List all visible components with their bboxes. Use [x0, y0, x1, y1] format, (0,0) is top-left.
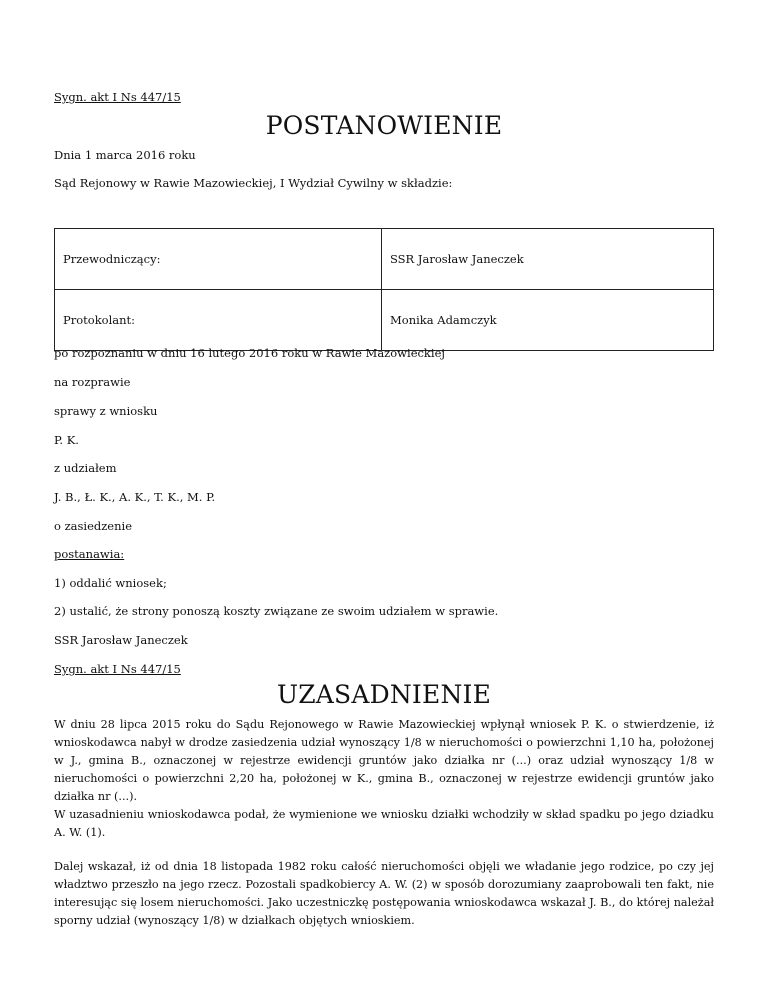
participants: J. B., Ł. K., A. K., T. K., M. P. [54, 490, 216, 504]
role-cell: Protokolant: [55, 290, 382, 351]
hearing-type: na rozprawie [54, 375, 131, 389]
subject: o zasiedzenie [54, 519, 132, 533]
case-number: Sygn. akt I Ns 447/15 [54, 90, 181, 104]
case-number-2: Sygn. akt I Ns 447/15 [54, 662, 181, 676]
table-row [55, 290, 714, 351]
applicant: P. K. [54, 433, 79, 447]
justification-paragraph-2: W uzasadnieniu wnioskodawca podał, że wymienione we wniosku działki wchodziły w skład spadku po jego dziadku A. W. (1). [54, 808, 714, 839]
document-title: POSTANOWIENIE [265, 111, 503, 140]
ruling-item: 1) oddalić wniosek; [54, 576, 167, 590]
name-cell: SSR Jarosław Janeczek [382, 229, 714, 290]
name-cell: Monika Adamczyk [382, 290, 714, 351]
justification-paragraph-3: Dalej wskazał, iż od dnia 18 listopada 1982 roku całość nieruchomości objęli we władanie jego rodzice, po czy jej władztwo przeszło na jego rzecz. Pozostali spadkobiercy A. W. (2) w sposób dorozumiany zaaprobowali ten fakt, nie interesując się losem nieruchomości. Jako uczestniczkę postępowania wnioskodawca wskazał J. B., do której należał sporny udział (wynoszący 1/8) w działkach objętych wnioskiem. [54, 860, 714, 927]
hearing-line: po rozpoznaniu w dniu 16 lutego 2016 roku w Rawie Mazowieckiej [54, 346, 445, 360]
ruling-label: postanawia: [54, 547, 125, 561]
composition-table [54, 228, 714, 351]
judge-signature: SSR Jarosław Janeczek [54, 633, 188, 647]
table-row [55, 229, 714, 290]
date-line: Dnia 1 marca 2016 roku [54, 148, 196, 162]
role-cell: Przewodniczący: [55, 229, 382, 290]
justification-title: UZASADNIENIE [276, 680, 492, 709]
case-type: sprawy z wniosku [54, 404, 158, 418]
participation-label: z udziałem [54, 461, 117, 475]
justification-paragraph-1: W dniu 28 lipca 2015 roku do Sądu Rejonowego w Rawie Mazowieckiej wpłynął wniosek P. K. o stwierdzenie, iż wnioskodawca nabył w drodze zasiedzenia udział wynoszący 1/8 w nieruchomości o powierzchni 1,10 ha, położonej w J., gmina B., oznaczonej w rejestrze ewidencji gruntów jako działka nr (...) oraz udział wynoszący 1/8 w nieruchomości o powierzchni 2,20 ha, położonej w K., gmina B., oznaczonej w rejestrze ewidencji gruntów jako działka nr (...). [54, 718, 714, 803]
court-line: Sąd Rejonowy w Rawie Mazowieckiej, I Wydział Cywilny w składzie: [54, 176, 453, 190]
ruling-item: 2) ustalić, że strony ponoszą koszty związane ze swoim udziałem w sprawie. [54, 604, 499, 618]
